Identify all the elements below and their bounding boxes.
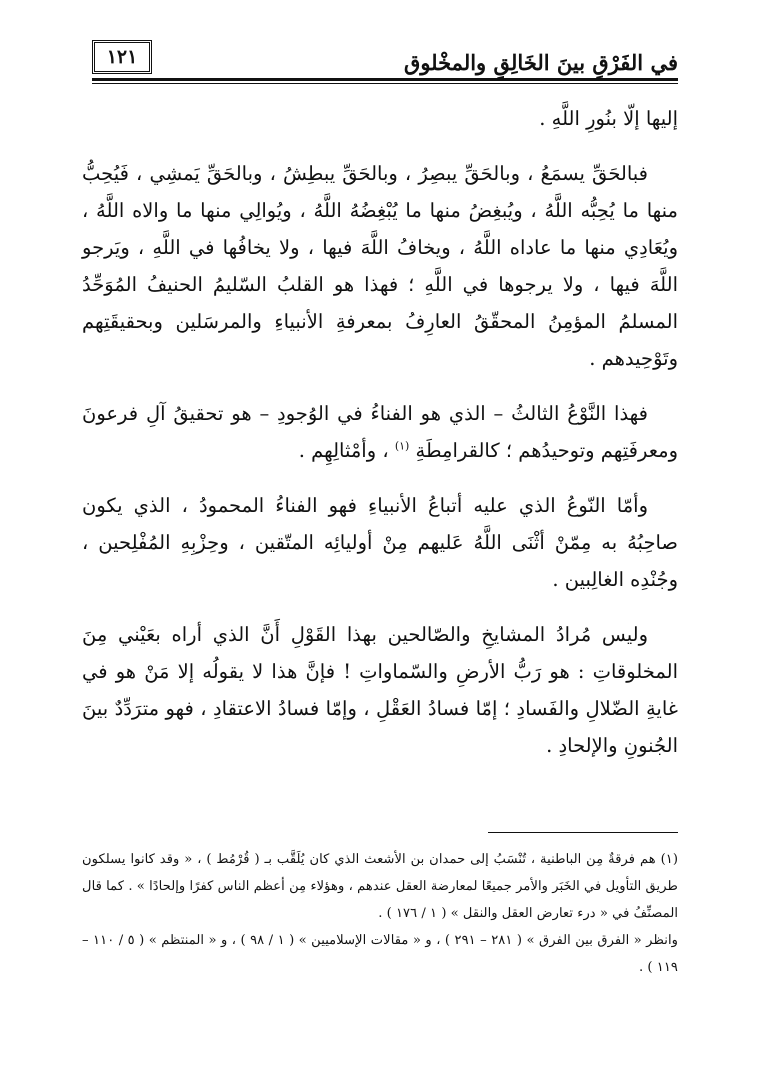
running-header <box>92 40 678 86</box>
paragraph-4: وأمّا النّوعُ الذي عليه أتباعُ الأنبياءِ فهو الفناءُ المحمودُ ، الذي يكون صاحِبُهُ به مِمّنْ أثْنَى اللَّهُ عَليهم مِنْ أوليائِه المتّقين ، وحِزْبِهِ المُفْلِحين ، وجُنْدِه الغالِبين . <box>82 494 678 591</box>
page-number: ١٢١ <box>92 40 152 74</box>
footnotes <box>82 846 678 981</box>
footnote-1-continued: وانظر « الفرق بين الفرق » ( ٢٨١ – ٢٩١ ) ، و « مقالات الإسلاميين » ( ١ / ٩٨ ) ، و « المنتظم » ( ٥ / ١١٠ – ١١٩ ) . <box>82 933 678 975</box>
paragraph-1: إليها إلّا بنُورِ اللَّهِ . <box>539 107 678 130</box>
paragraph-3-text-end: ، وأمْثالِهِم . <box>298 439 389 462</box>
chapter-title: في الفَرْقِ بينَ الخَالِقِ والمخْلوق <box>404 50 678 75</box>
paragraph-3 <box>82 395 678 469</box>
main-text <box>82 100 678 782</box>
footnote-1: (١) هم فرقةٌ مِن الباطنية ، تُنْسَبُ إلى حمدان بن الأشعث الذي كان يُلَقَّب بـ ( قُرْمُط ) ، « وقد كانوا يسلكون طريق التأويل في الخَبَر والأمر جميعًا لمعارضة العقل عندهم ، وهؤلاء مِن أعظم الناس كفرًا وإلحادًا » . كما قال المصنِّفُ في « درء تعارض العقل والنقل » ( ١ / ١٧٦ ) . <box>82 852 678 921</box>
paragraph-3-text-start: فهذا النَّوْعُ الثالثُ – الذي هو الفناءُ في الوُجودِ – هو تحقيقُ آلِ فرعونَ ومعرفَتِهم وتوحيدُهم ؛ كالقرامِطَةِ <box>82 402 678 462</box>
footnote-reference: (١) <box>394 439 410 453</box>
footnote-separator <box>488 832 678 833</box>
paragraph-2: فبالحَقِّ يسمَعُ ، وبالحَقِّ يبصِرُ ، وبالحَقِّ يبطِشُ ، وبالحَقِّ يَمشِي ، فَيُحِبُّ منها ما يُحِبُّه اللَّهُ ، ويُبغِضُ منها ما يُبْغِضُهُ اللَّهُ ، ويُوالِي منها ما والاه اللَّهُ ، ويُعَادِي منها ما عاداه اللَّهُ ، ويخافُ اللَّهَ فيها ، ولا يخافُها في اللَّهِ ، ويَرجو اللَّهَ فيها ، ولا يرجوها في اللَّهِ ؛ فهذا هو القلبُ السّليمُ الحنيفُ المُوَحِّدُ المسلمُ المؤمِنُ المحقّقُ العارِفُ بمعرفةِ الأنبياءِ والمرسَلين وبحقيقَتِهم وتَوْحِيدهم . <box>82 162 678 370</box>
header-rule <box>92 78 678 84</box>
paragraph-5: وليس مُرادُ المشايخِ والصّالحين بهذا القَوْلِ أَنَّ الذي أراه بعَيْني مِنَ المخلوقاتِ : هو رَبُّ الأرضِ والسّماواتِ ! فإنَّ هذا لا يقولُه إلا مَنْ هو في غايةِ الضّلالِ والفَسادِ ؛ إمّا فسادُ العَقْلِ ، وإمّا فسادُ الاعتقادِ ، فهو مترَدِّدٌ بينَ الجُنونِ والإلحادِ . <box>82 623 678 757</box>
